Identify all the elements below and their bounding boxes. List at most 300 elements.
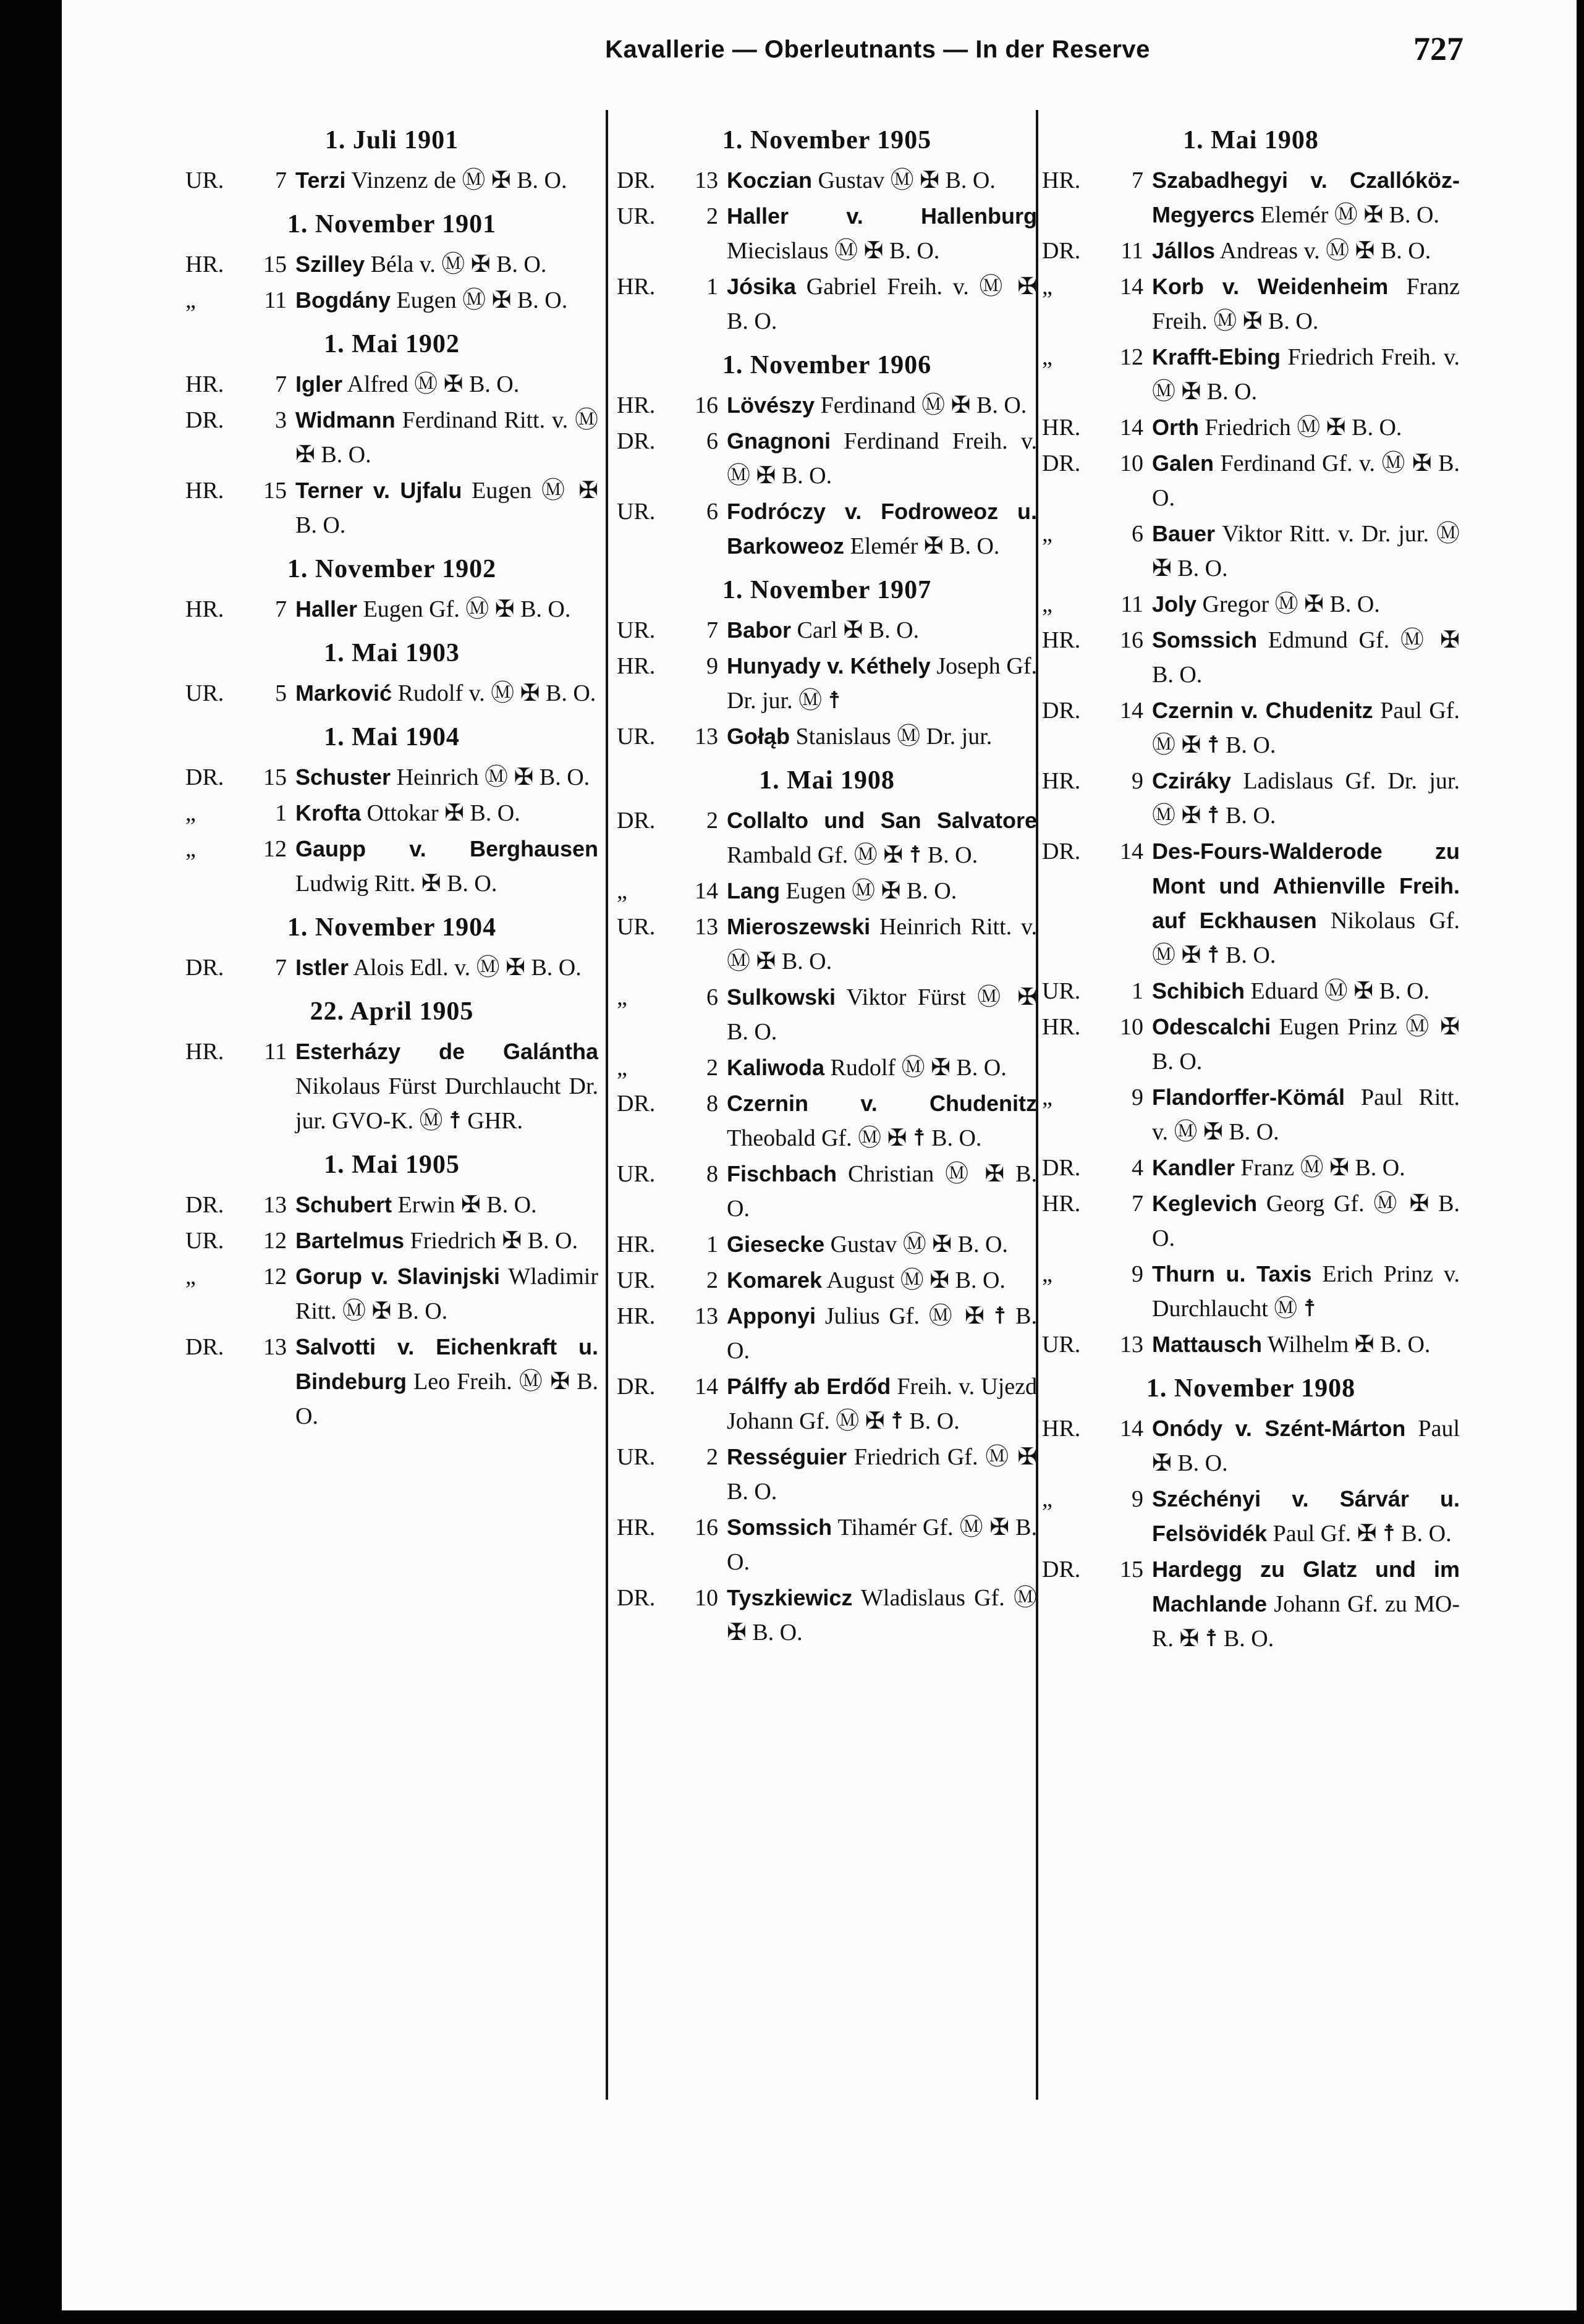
entry-text: [727, 1581, 1037, 1650]
entry-text: [1152, 1482, 1460, 1551]
regiment-number: 4: [1132, 1155, 1143, 1181]
officer-entry: [185, 676, 598, 711]
officer-details: Rudolf Ⓜ ✠ B. O.: [830, 1055, 1007, 1081]
regiment-number: 7: [1132, 167, 1143, 193]
regiment-type: HR.: [1042, 167, 1081, 193]
officer-entry: [617, 388, 1037, 423]
officer-surname: Schuster: [295, 764, 391, 790]
regiment-type: DR.: [617, 428, 656, 454]
entry-text: [1152, 410, 1460, 445]
section-date-heading: 1. Mai 1908: [1183, 126, 1319, 154]
officer-details: Leo Freih. Ⓜ ✠ B. O.: [295, 1369, 599, 1429]
regiment-type: HR.: [1042, 415, 1081, 441]
regiment-number: 2: [706, 1055, 718, 1081]
regiment-type: HR.: [1042, 1014, 1081, 1040]
entry-text: [1152, 974, 1460, 1008]
regiment-number: 9: [1132, 1261, 1143, 1287]
officer-entry: [1042, 764, 1460, 833]
regiment-number: 6: [706, 499, 718, 525]
officer-entry: [617, 1581, 1037, 1650]
regiment-number: 9: [1132, 768, 1143, 794]
officer-entry: [617, 1510, 1037, 1579]
officer-details: Rambald Gf. Ⓜ ✠ ☨ B. O.: [727, 842, 978, 868]
regiment-type: „: [185, 800, 196, 826]
officer-entry: [1042, 587, 1460, 622]
officer-surname: Onódy v. Szént-Márton: [1152, 1416, 1406, 1441]
officer-details: Ferdinand Ritt. v. Ⓜ ✠ B. O.: [295, 407, 598, 468]
regiment-type: HR.: [1042, 1416, 1081, 1442]
officer-details: Viktor Ritt. v. Dr. jur. Ⓜ ✠ B. O.: [1152, 521, 1460, 581]
running-header: Kavallerie — Oberleutnants — In der Reserve: [605, 36, 1150, 63]
officer-entry: [185, 1034, 598, 1138]
entry-text: [295, 403, 598, 472]
officer-details: Ferdinand Freih. v. Ⓜ ✠ B. O.: [727, 428, 1038, 489]
officer-surname: Bauer: [1152, 521, 1216, 546]
date-section: [185, 551, 598, 627]
regiment-number: 2: [706, 1444, 718, 1470]
officer-details: Joseph Gf. Dr. jur. Ⓜ ☨: [727, 653, 1038, 714]
officer-entry: [185, 1259, 598, 1329]
officer-entry: [1042, 1080, 1460, 1149]
officer-surname: Giesecke: [727, 1232, 825, 1257]
regiment-type: „: [1042, 521, 1052, 547]
officer-surname: Lang: [727, 878, 780, 903]
section-date-heading: 1. November 1907: [722, 576, 932, 604]
officer-details: Stanislaus Ⓜ Dr. jur.: [795, 724, 993, 750]
officer-surname: Apponyi: [727, 1303, 816, 1329]
officer-entry: [185, 367, 598, 402]
officer-surname: Czernin v. Chudenitz: [727, 1091, 1037, 1116]
officer-details: Miecislaus Ⓜ ✠ B. O.: [727, 238, 940, 264]
entry-text: [295, 832, 598, 901]
column-2: [617, 122, 1037, 1651]
regiment-type: „: [617, 1055, 627, 1081]
regiment-number: 8: [706, 1091, 718, 1117]
entry-text: [1152, 693, 1460, 763]
entry-text: [295, 1330, 598, 1434]
regiment-number: 1: [706, 274, 718, 300]
officer-entry: [1042, 1151, 1460, 1185]
officer-entry: [617, 1227, 1037, 1262]
regiment-number: 7: [275, 596, 287, 622]
column-divider: [606, 110, 608, 2100]
officer-surname: Somssich: [1152, 627, 1258, 653]
officer-details: Paul Gf. ✠ ☨ B. O.: [1273, 1521, 1452, 1547]
officer-entry: [1042, 269, 1460, 339]
entry-text: [727, 1157, 1037, 1226]
regiment-type: HR.: [617, 1232, 656, 1257]
officer-details: Theobald Gf. Ⓜ ✠ ☨ B. O.: [727, 1125, 982, 1151]
officer-surname: Gołąb: [727, 724, 790, 749]
officer-details: Nikolaus Fürst Durchlaucht Dr. jur. GVO-K. Ⓜ ☨ GHR.: [295, 1073, 598, 1134]
regiment-type: DR.: [185, 1192, 224, 1218]
officer-entry: [617, 1299, 1037, 1368]
officer-surname: Jósika: [727, 274, 797, 299]
regiment-number: 14: [1120, 415, 1143, 441]
entry-text: [1152, 764, 1460, 833]
regiment-type: DR.: [185, 955, 224, 981]
officer-details: Vinzenz de Ⓜ ✠ B. O.: [351, 167, 567, 193]
officer-entry: [617, 874, 1037, 908]
regiment-number: 5: [275, 680, 287, 706]
officer-surname: Istler: [295, 955, 349, 980]
entry-text: [1152, 587, 1460, 622]
officer-entry: [617, 1157, 1037, 1226]
officer-surname: Esterházy de Galántha: [295, 1039, 598, 1064]
officer-surname: Salvotti v. Eichenkraft u. Bindeburg: [295, 1334, 598, 1394]
regiment-number: 13: [263, 1334, 287, 1360]
officer-surname: Keglevich: [1152, 1191, 1258, 1216]
officer-entry: [185, 1330, 598, 1434]
officer-details: Viktor Fürst Ⓜ ✠ B. O.: [727, 984, 1037, 1045]
officer-details: Christian Ⓜ ✠ B. O.: [727, 1161, 1038, 1222]
officer-entry: [617, 1369, 1037, 1439]
regiment-number: 8: [706, 1161, 718, 1187]
officer-details: Béla v. Ⓜ ✠ B. O.: [370, 251, 547, 277]
entry-text: [1152, 1080, 1460, 1149]
regiment-number: 10: [1120, 1014, 1143, 1040]
officer-details: Carl ✠ B. O.: [797, 617, 920, 643]
officer-entry: [617, 269, 1037, 339]
regiment-type: DR.: [185, 407, 224, 433]
date-section: [185, 326, 598, 543]
officer-surname: Gorup v. Slavinjski: [295, 1264, 500, 1289]
date-section: [1042, 122, 1460, 1362]
regiment-number: 14: [1120, 274, 1143, 300]
scan-border-left: [0, 0, 62, 2324]
officer-details: Heinrich Ⓜ ✠ B. O.: [396, 764, 590, 790]
officer-surname: Galen: [1152, 450, 1214, 476]
officer-surname: Marković: [295, 680, 392, 706]
date-section: [1042, 1371, 1460, 1656]
officer-surname: Rességuier: [727, 1444, 847, 1469]
entry-text: [1152, 446, 1460, 515]
officer-details: Paul Ritt. v. Ⓜ ✠ B. O.: [1152, 1084, 1460, 1145]
officer-details: August Ⓜ ✠ B. O.: [826, 1267, 1006, 1293]
officer-details: Rudolf v. Ⓜ ✠ B. O.: [397, 680, 596, 706]
scan-border-bottom: [0, 2310, 1584, 2324]
officer-surname: Bartelmus: [295, 1228, 405, 1253]
entry-text: [295, 760, 598, 795]
officer-surname: Mieroszewski: [727, 914, 871, 939]
officer-surname: Mattausch: [1152, 1332, 1263, 1357]
officer-surname: Koczian: [727, 167, 813, 193]
officer-details: Erich Prinz v. Durchlaucht Ⓜ ☨: [1152, 1261, 1460, 1322]
officer-surname: Jállos: [1152, 238, 1216, 263]
regiment-number: 14: [695, 1374, 718, 1400]
officer-details: Nikolaus Gf. Ⓜ ✠ ☨ B. O.: [1152, 908, 1460, 968]
officer-entry: [617, 613, 1037, 648]
entry-text: [295, 367, 598, 402]
officer-entry: [185, 1223, 598, 1258]
officer-entry: [1042, 974, 1460, 1008]
officer-surname: Lövészy: [727, 392, 815, 418]
regiment-number: 13: [1120, 1332, 1143, 1358]
regiment-number: 9: [706, 653, 718, 679]
regiment-number: 14: [1120, 698, 1143, 724]
entry-text: [727, 719, 1037, 754]
entry-text: [1152, 1010, 1460, 1079]
officer-surname: Sulkowski: [727, 984, 836, 1010]
regiment-number: 6: [706, 984, 718, 1010]
regiment-type: UR.: [617, 1267, 656, 1293]
entry-text: [727, 269, 1037, 339]
officer-surname: Des-Fours-Walderode zu Mont und Athienville Freih. auf Eckhausen: [1152, 839, 1460, 933]
section-date-heading: 1. Mai 1902: [324, 330, 460, 358]
section-date-heading: 22. April 1905: [310, 997, 474, 1026]
entry-text: [295, 163, 598, 198]
section-date-heading: 1. November 1904: [287, 913, 497, 942]
regiment-type: HR.: [185, 251, 224, 277]
regiment-number: 10: [1120, 450, 1143, 476]
date-section: [617, 763, 1037, 1650]
officer-details: Gustav Ⓜ ✠ B. O.: [818, 167, 996, 193]
entry-text: [1152, 1186, 1460, 1256]
officer-details: Ladislaus Gf. Dr. jur. Ⓜ ✠ ☨ B. O.: [1152, 768, 1460, 829]
officer-details: Gabriel Freih. v. Ⓜ ✠ B. O.: [727, 274, 1038, 334]
entry-text: [727, 1440, 1037, 1509]
officer-surname: Joly: [1152, 591, 1197, 617]
officer-entry: [617, 163, 1037, 198]
officer-details: Franz Ⓜ ✠ B. O.: [1240, 1155, 1405, 1181]
officer-entry: [1042, 834, 1460, 973]
entry-text: [295, 796, 598, 830]
regiment-type: „: [1042, 1486, 1052, 1512]
entry-text: [727, 910, 1037, 979]
date-section: [185, 635, 598, 711]
regiment-type: HR.: [185, 371, 224, 397]
officer-surname: Szabadhegyi v. Czallóköz-Megyercs: [1152, 167, 1460, 227]
regiment-number: 16: [695, 1515, 718, 1540]
officer-surname: Haller: [295, 596, 358, 622]
officer-entry: [617, 1263, 1037, 1298]
officer-surname: Terzi: [295, 167, 346, 193]
regiment-number: 9: [1132, 1486, 1143, 1512]
regiment-number: 1: [706, 1232, 718, 1257]
officer-surname: Gnagnoni: [727, 428, 831, 454]
officer-entry: [1042, 693, 1460, 763]
officer-entry: [1042, 410, 1460, 445]
regiment-number: 6: [1132, 521, 1143, 547]
regiment-number: 12: [263, 1228, 287, 1254]
officer-entry: [1042, 1482, 1460, 1551]
section-date-heading: 1. Mai 1904: [324, 723, 460, 751]
officer-details: Paul ✠ B. O.: [1152, 1416, 1460, 1476]
section-date-heading: 1. November 1908: [1146, 1374, 1356, 1403]
officer-surname: Widmann: [295, 407, 396, 433]
regiment-type: HR.: [617, 1303, 656, 1329]
entry-text: [295, 1034, 598, 1138]
regiment-number: 13: [695, 167, 718, 193]
officer-surname: Tyszkiewicz: [727, 1585, 853, 1610]
entry-text: [1152, 1552, 1460, 1656]
officer-surname: Fodróczy v. Fodroweoz u. Barkoweoz: [727, 499, 1037, 559]
officer-entry: [185, 796, 598, 830]
officer-entry: [185, 592, 598, 627]
regiment-number: 11: [264, 1039, 287, 1065]
officer-entry: [1042, 623, 1460, 692]
regiment-type: HR.: [185, 478, 224, 504]
column-3: [1042, 122, 1460, 1657]
regiment-type: UR.: [185, 167, 224, 193]
regiment-number: 7: [275, 955, 287, 981]
regiment-number: 12: [263, 1264, 287, 1290]
entry-text: [1152, 340, 1460, 409]
officer-entry: [1042, 1552, 1460, 1656]
officer-details: Friedrich Freih. v. Ⓜ ✠ B. O.: [1152, 344, 1460, 405]
officer-details: Ferdinand Gf. v. Ⓜ ✠ B. O.: [1152, 450, 1460, 511]
entry-text: [727, 613, 1037, 648]
entry-text: [1152, 269, 1460, 339]
regiment-type: HR.: [617, 1515, 656, 1540]
regiment-type: UR.: [617, 499, 656, 525]
entry-text: [727, 424, 1037, 493]
section-date-heading: 1. Juli 1901: [324, 126, 459, 154]
section-date-heading: 1. November 1906: [722, 351, 932, 379]
regiment-type: DR.: [617, 1374, 656, 1400]
entry-text: [1152, 1327, 1460, 1362]
officer-details: Alois Edl. v. Ⓜ ✠ B. O.: [353, 955, 582, 981]
section-date-heading: 1. November 1905: [722, 126, 932, 154]
entry-text: [727, 1086, 1037, 1156]
regiment-type: DR.: [185, 1334, 224, 1360]
officer-entry: [185, 283, 598, 318]
entry-text: [1152, 517, 1460, 586]
entry-text: [727, 163, 1037, 198]
officer-entry: [185, 1188, 598, 1222]
date-section: [185, 1147, 598, 1434]
officer-surname: Krofta: [295, 800, 361, 826]
entry-text: [295, 283, 598, 318]
entry-text: [727, 1050, 1037, 1085]
officer-details: Gustav Ⓜ ✠ B. O.: [830, 1232, 1008, 1257]
entry-text: [1152, 1151, 1460, 1185]
regiment-number: 15: [263, 764, 287, 790]
regiment-number: 11: [1120, 238, 1143, 264]
officer-surname: Flandorffer-Kömál: [1152, 1084, 1345, 1110]
officer-details: Ottokar ✠ B. O.: [366, 800, 520, 826]
regiment-type: „: [617, 878, 627, 904]
officer-surname: Gaupp v. Berghausen: [295, 836, 598, 861]
regiment-number: 10: [695, 1585, 718, 1611]
officer-details: Tihamér Gf. Ⓜ ✠ B. O.: [727, 1515, 1037, 1575]
officer-details: Franz Freih. Ⓜ ✠ B. O.: [1152, 274, 1460, 334]
officer-details: Wilhelm ✠ B. O.: [1267, 1332, 1431, 1358]
regiment-type: HR.: [1042, 1191, 1081, 1217]
officer-surname: Babor: [727, 617, 792, 643]
officer-details: Ludwig Ritt. ✠ B. O.: [295, 871, 498, 897]
regiment-type: UR.: [617, 724, 656, 750]
entry-text: [295, 1188, 598, 1222]
regiment-type: UR.: [617, 914, 656, 940]
entry-text: [1152, 1257, 1460, 1326]
officer-entry: [617, 1440, 1037, 1509]
officer-entry: [617, 719, 1037, 754]
regiment-number: 3: [275, 407, 287, 433]
regiment-type: „: [1042, 344, 1052, 370]
regiment-type: DR.: [1042, 1557, 1081, 1582]
officer-entry: [1042, 446, 1460, 515]
officer-entry: [617, 803, 1037, 873]
date-section: [617, 347, 1037, 564]
officer-surname: Schibich: [1152, 978, 1245, 1004]
regiment-type: DR.: [1042, 698, 1081, 724]
regiment-type: UR.: [617, 617, 656, 643]
regiment-number: 11: [264, 287, 287, 313]
regiment-number: 15: [263, 251, 287, 277]
officer-surname: Komarek: [727, 1267, 823, 1293]
officer-entry: [1042, 234, 1460, 268]
regiment-type: „: [185, 1264, 196, 1290]
entry-text: [727, 649, 1037, 718]
regiment-number: 7: [275, 167, 287, 193]
officer-surname: Széchényi v. Sárvár u. Felsövidék: [1152, 1486, 1460, 1546]
officer-entry: [617, 1086, 1037, 1156]
officer-details: Friedrich ✠ B. O.: [410, 1228, 578, 1254]
entry-text: [727, 1369, 1037, 1439]
regiment-type: DR.: [617, 1091, 656, 1117]
officer-surname: Haller v. Hallenburg: [727, 203, 1037, 229]
regiment-number: 15: [263, 478, 287, 504]
regiment-number: 15: [1120, 1557, 1143, 1582]
entry-text: [727, 874, 1037, 908]
officer-entry: [1042, 340, 1460, 409]
officer-entry: [185, 247, 598, 282]
entry-text: [727, 1510, 1037, 1579]
regiment-number: 12: [1120, 344, 1143, 370]
officer-details: Wladimir Ritt. Ⓜ ✠ B. O.: [295, 1264, 598, 1324]
officer-surname: Collalto und San Salvatore: [727, 808, 1037, 833]
officer-surname: Orth: [1152, 415, 1199, 440]
regiment-number: 1: [275, 800, 287, 826]
entry-text: [295, 1259, 598, 1329]
officer-entry: [1042, 1010, 1460, 1079]
officer-entry: [617, 910, 1037, 979]
section-date-heading: 1. Mai 1908: [759, 766, 895, 795]
regiment-type: HR.: [1042, 768, 1081, 794]
officer-details: Ferdinand Ⓜ ✠ B. O.: [820, 392, 1027, 418]
officer-surname: Czernin v. Chudenitz: [1152, 698, 1373, 723]
entry-text: [727, 494, 1037, 564]
scan-border-right: [1577, 0, 1584, 2324]
regiment-type: HR.: [617, 392, 656, 418]
officer-surname: Kaliwoda: [727, 1055, 825, 1080]
regiment-number: 2: [706, 203, 718, 229]
date-section: [185, 719, 598, 901]
officer-surname: Kandler: [1152, 1155, 1235, 1180]
regiment-type: „: [1042, 274, 1052, 300]
officer-surname: Terner v. Ujfalu: [295, 478, 462, 503]
officer-entry: [185, 403, 598, 472]
entry-text: [295, 676, 598, 711]
section-date-heading: 1. Mai 1905: [324, 1151, 460, 1179]
officer-surname: Krafft-Ebing: [1152, 344, 1281, 370]
regiment-number: 13: [695, 914, 718, 940]
entry-text: [727, 1227, 1037, 1262]
officer-entry: [1042, 163, 1460, 232]
officer-entry: [185, 760, 598, 795]
officer-details: Alfred Ⓜ ✠ B. O.: [347, 371, 520, 397]
officer-details: Eugen Ⓜ ✠ B. O.: [396, 287, 568, 313]
officer-entry: [1042, 1186, 1460, 1256]
officer-details: Paul Gf. Ⓜ ✠ ☨ B. O.: [1152, 698, 1460, 758]
regiment-type: „: [1042, 591, 1052, 617]
regiment-type: UR.: [617, 203, 656, 229]
officer-details: Friedrich Gf. Ⓜ ✠ B. O.: [727, 1444, 1037, 1505]
officer-entry: [185, 950, 598, 985]
entry-text: [727, 980, 1037, 1049]
regiment-number: 14: [1120, 839, 1143, 864]
